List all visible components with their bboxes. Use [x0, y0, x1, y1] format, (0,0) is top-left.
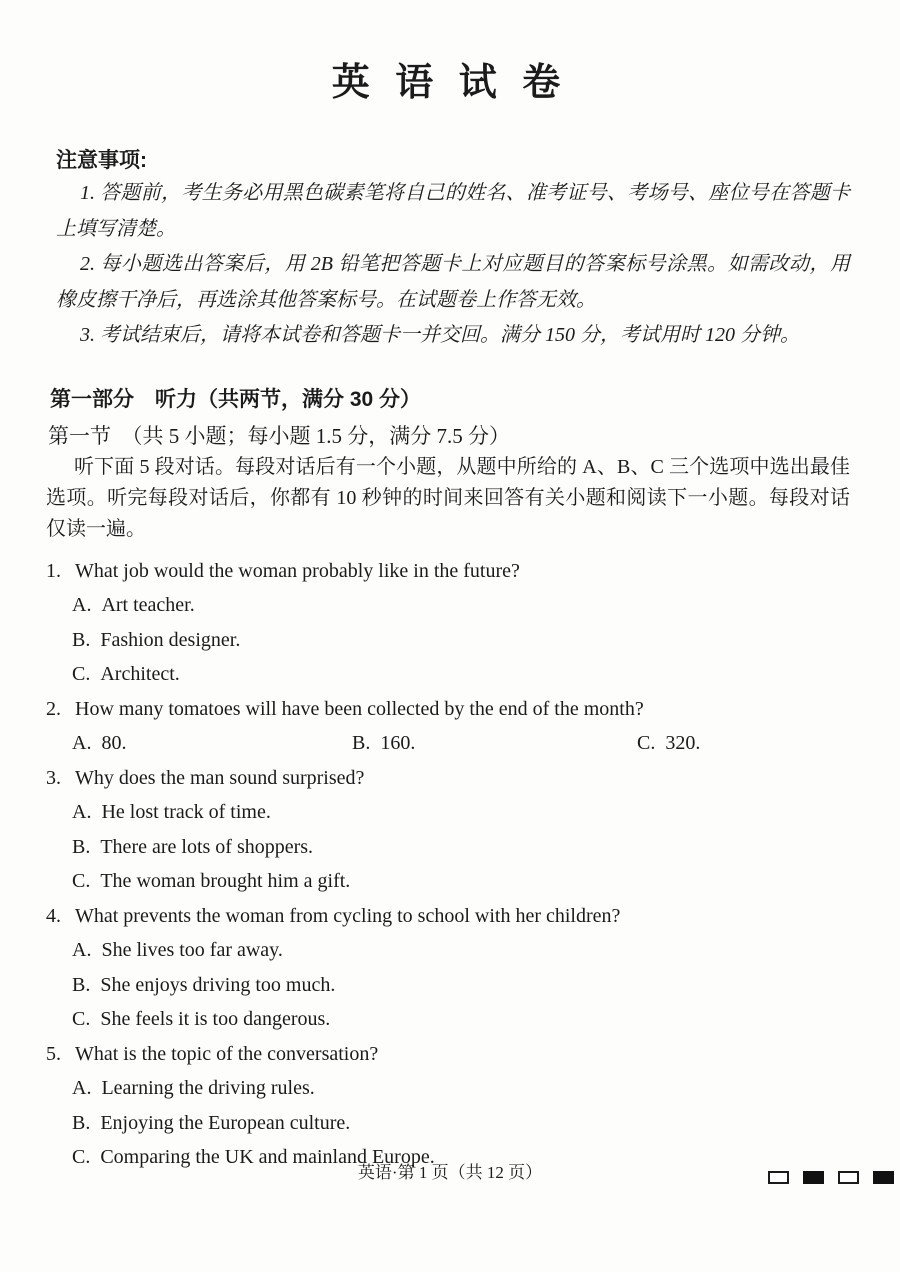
question-number: 5. — [46, 1042, 61, 1065]
question-3-option-c — [72, 864, 850, 899]
question-text: What prevents the woman from cycling to school with her children? — [75, 904, 621, 927]
question-3-option-a — [72, 795, 850, 830]
notice-item-3: 3. 考试结束后，请将本试卷和答题卡一并交回。满分 150 分，考试用时 120 分钟。 — [80, 324, 800, 346]
option-text: He lost track of time. — [101, 801, 271, 823]
option-label: A. — [72, 801, 92, 823]
option-text: Fashion designer. — [100, 628, 241, 651]
notice-heading: 注意事项: — [56, 149, 147, 172]
question-list — [46, 554, 850, 1175]
registration-mark-icon — [838, 1171, 859, 1184]
option-text: 160. — [380, 732, 416, 754]
notice-item-2: 2. 每小题选出答案后，用 2B 铅笔把答题卡上对应题目的答案标号涂黑。如需改动，用橡皮擦干净后，再选涂其他答案标号。在试题卷上作答无效。 — [56, 253, 850, 311]
option-label: A. — [72, 594, 92, 616]
question-4-option-a — [72, 933, 850, 968]
notice-section — [56, 146, 850, 354]
question-4-option-b — [72, 968, 850, 1003]
part1-heading: 第一部分 听力（共两节，满分 30 分） — [50, 387, 422, 411]
question-text: What is the topic of the conversation? — [75, 1042, 379, 1065]
option-label: B. — [72, 835, 91, 858]
option-text: Architect. — [100, 663, 180, 685]
question-number: 3. — [46, 766, 61, 789]
option-label: C. — [72, 870, 91, 892]
question-4-option-c — [72, 1002, 850, 1037]
question-2 — [46, 692, 850, 761]
question-line — [46, 1037, 850, 1072]
listening-instructions: 听下面 5 段对话。每段对话后有一个小题，从题中所给的 A、B、C 三个选项中选出最佳选项。听完每段对话后，你都有 10 秒钟的时间来回答有关小题和阅读下一小题。每段对话仅读一遍。 — [46, 455, 850, 540]
question-1-option-a — [72, 588, 850, 623]
part1-section1-heading: 第一节 （共 5 小题；每小题 1.5 分，满分 7.5 分） — [48, 423, 510, 448]
option-text: The woman brought him a gift. — [100, 870, 351, 892]
question-4 — [46, 899, 850, 1037]
option-label: A. — [72, 1077, 92, 1099]
question-number: 4. — [46, 904, 61, 927]
option-label: C. — [72, 1008, 91, 1030]
question-1 — [46, 554, 850, 692]
question-5-option-b — [72, 1106, 850, 1141]
question-line — [46, 554, 850, 589]
registration-mark-icon — [873, 1171, 894, 1184]
option-text: Learning the driving rules. — [101, 1077, 315, 1099]
option-text: She feels it is too dangerous. — [100, 1008, 331, 1030]
registration-mark-icon — [803, 1171, 824, 1184]
option-label: A. — [72, 732, 92, 754]
question-text: Why does the man sound surprised? — [75, 766, 365, 789]
notice-item-1: 1. 答题前，考生务必用黑色碳素笔将自己的姓名、准考证号、考场号、座位号在答题卡上填写清楚。 — [56, 182, 850, 240]
question-1-option-c — [72, 657, 850, 692]
option-text: She lives too far away. — [101, 939, 283, 961]
option-label: C. — [72, 1146, 91, 1168]
question-5-option-a — [72, 1071, 850, 1106]
option-label: B. — [72, 628, 91, 651]
question-2-option-b — [352, 726, 637, 761]
option-label: A. — [72, 939, 92, 961]
option-label: B. — [72, 1111, 91, 1134]
question-number: 2. — [46, 697, 61, 720]
question-number: 1. — [46, 559, 61, 582]
option-text: 320. — [665, 732, 701, 754]
question-2-option-row — [72, 726, 850, 761]
question-3-option-b — [72, 830, 850, 865]
option-label: B. — [352, 732, 371, 754]
question-line — [46, 692, 850, 727]
page-number-footer: 英语·第 1 页（共 12 页） — [357, 1163, 543, 1182]
question-text: How many tomatoes will have been collected by the end of the month? — [75, 697, 644, 720]
page-title: 英 语 试 卷 — [331, 62, 569, 104]
option-text: Enjoying the European culture. — [100, 1111, 351, 1134]
option-text: 80. — [101, 732, 127, 754]
question-5 — [46, 1037, 850, 1175]
question-text: What job would the woman probably like in the future? — [75, 559, 520, 582]
registration-mark-icon — [768, 1171, 789, 1184]
option-label: C. — [637, 732, 656, 754]
option-text: She enjoys driving too much. — [100, 973, 336, 996]
option-label: B. — [72, 973, 91, 996]
option-label: C. — [72, 663, 91, 685]
question-1-option-b — [72, 623, 850, 658]
option-text: Art teacher. — [101, 594, 195, 616]
question-3 — [46, 761, 850, 899]
option-text: Comparing the UK and mainland Europe. — [100, 1146, 435, 1168]
question-line — [46, 761, 850, 796]
question-2-option-c — [637, 726, 700, 761]
question-2-option-a — [72, 726, 352, 761]
question-line — [46, 899, 850, 934]
registration-marks — [768, 1171, 894, 1184]
option-text: There are lots of shoppers. — [100, 835, 314, 858]
page-content — [0, 146, 900, 1175]
